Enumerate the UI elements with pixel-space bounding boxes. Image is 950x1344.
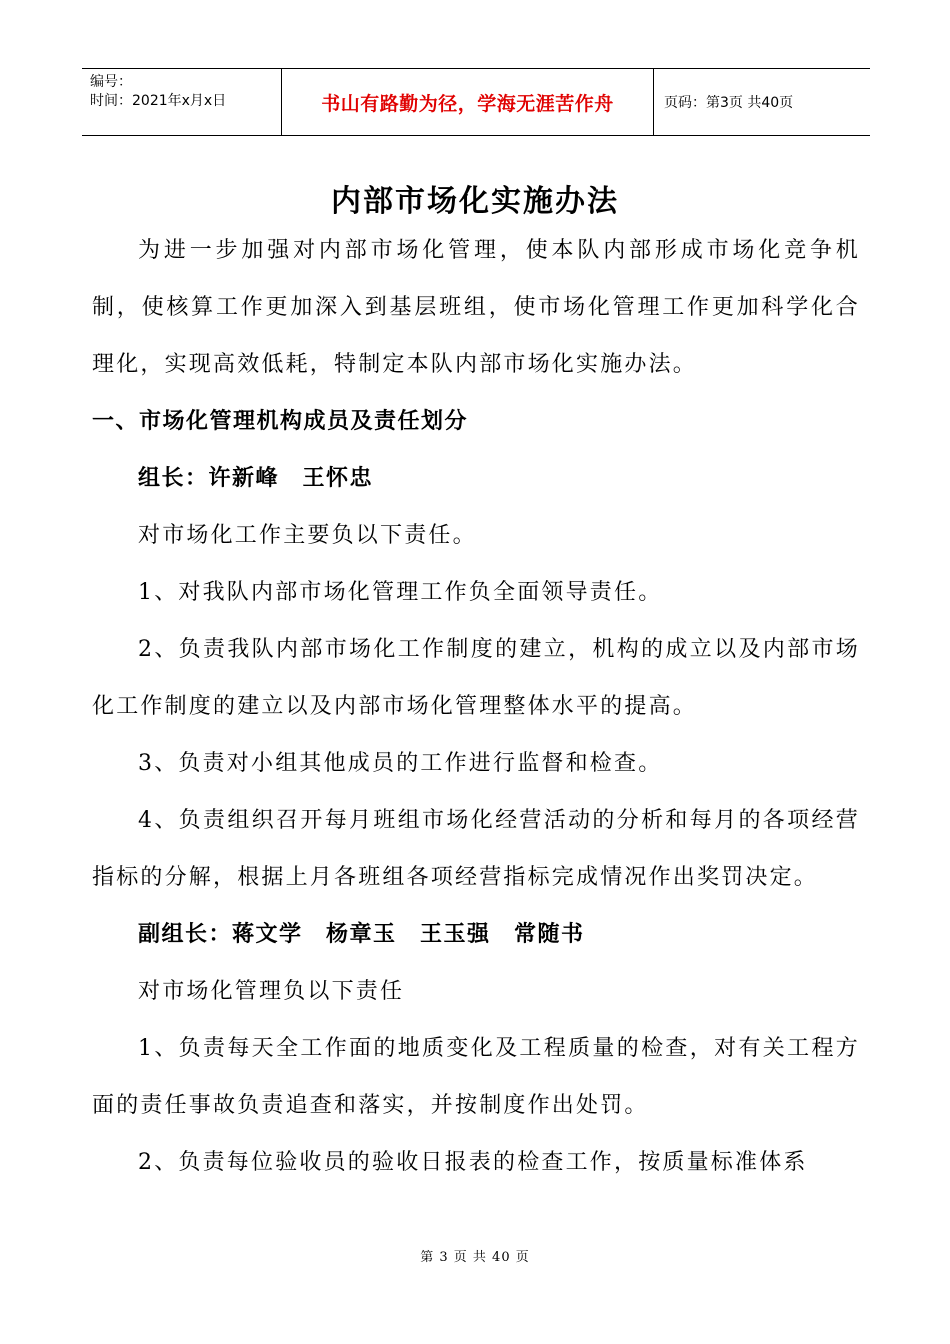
document-body [92,222,860,1191]
page-footer: 第 3 页 共 40 页 [420,1250,530,1265]
leaders-intro: 对市场化工作主要负以下责任。 [138,523,477,548]
header-meta [82,69,281,135]
leaders-heading: 组长：许新峰 王怀忠 [138,466,374,491]
header-number-label: 编号： [90,74,132,90]
header-motto: 书山有路勤为径，学海无涯苦作舟 [281,69,654,135]
header-time-label: 时间：2021年x月x日 [90,93,227,109]
document-title: 内部市场化实施办法 [331,184,619,219]
leaders-item: 1、对我队内部市场化管理工作负全面领导责任。 [138,580,663,605]
leaders-item: 2、负责我队内部市场化工作制度的建立，机构的成立以及内部市场化工作制度的建立以及内部市场化管理整体水平的提高。 [92,637,860,719]
section-heading: 一、市场化管理机构成员及责任划分 [92,409,469,434]
intro-paragraph: 为进一步加强对内部市场化管理，使本队内部形成市场化竞争机制，使核算工作更加深入到基层班组，使市场化管理工作更加科学化合理化，实现高效低耗，特制定本队内部市场化实施办法。 [92,238,860,377]
deputies-item: 2、负责每位验收员的验收日报表的检查工作，按质量标准体系 [138,1150,808,1175]
deputies-intro: 对市场化管理负以下责任 [138,979,405,1004]
deputies-item: 1、负责每天全工作面的地质变化及工程质量的检查，对有关工程方面的责任事故负责追查和落实，并按制度作出处罚。 [92,1036,860,1118]
leaders-item: 4、负责组织召开每月班组市场化经营活动的分析和每月的各项经营指标的分解，根据上月各班组各项经营指标完成情况作出奖罚决定。 [92,808,860,890]
page-header [82,68,870,136]
header-page-info: 页码：第3页 共40页 [664,95,794,111]
leaders-item: 3、负责对小组其他成员的工作进行监督和检查。 [138,751,663,776]
deputies-heading: 副组长：蒋文学 杨章玉 王玉强 常随书 [138,922,585,947]
